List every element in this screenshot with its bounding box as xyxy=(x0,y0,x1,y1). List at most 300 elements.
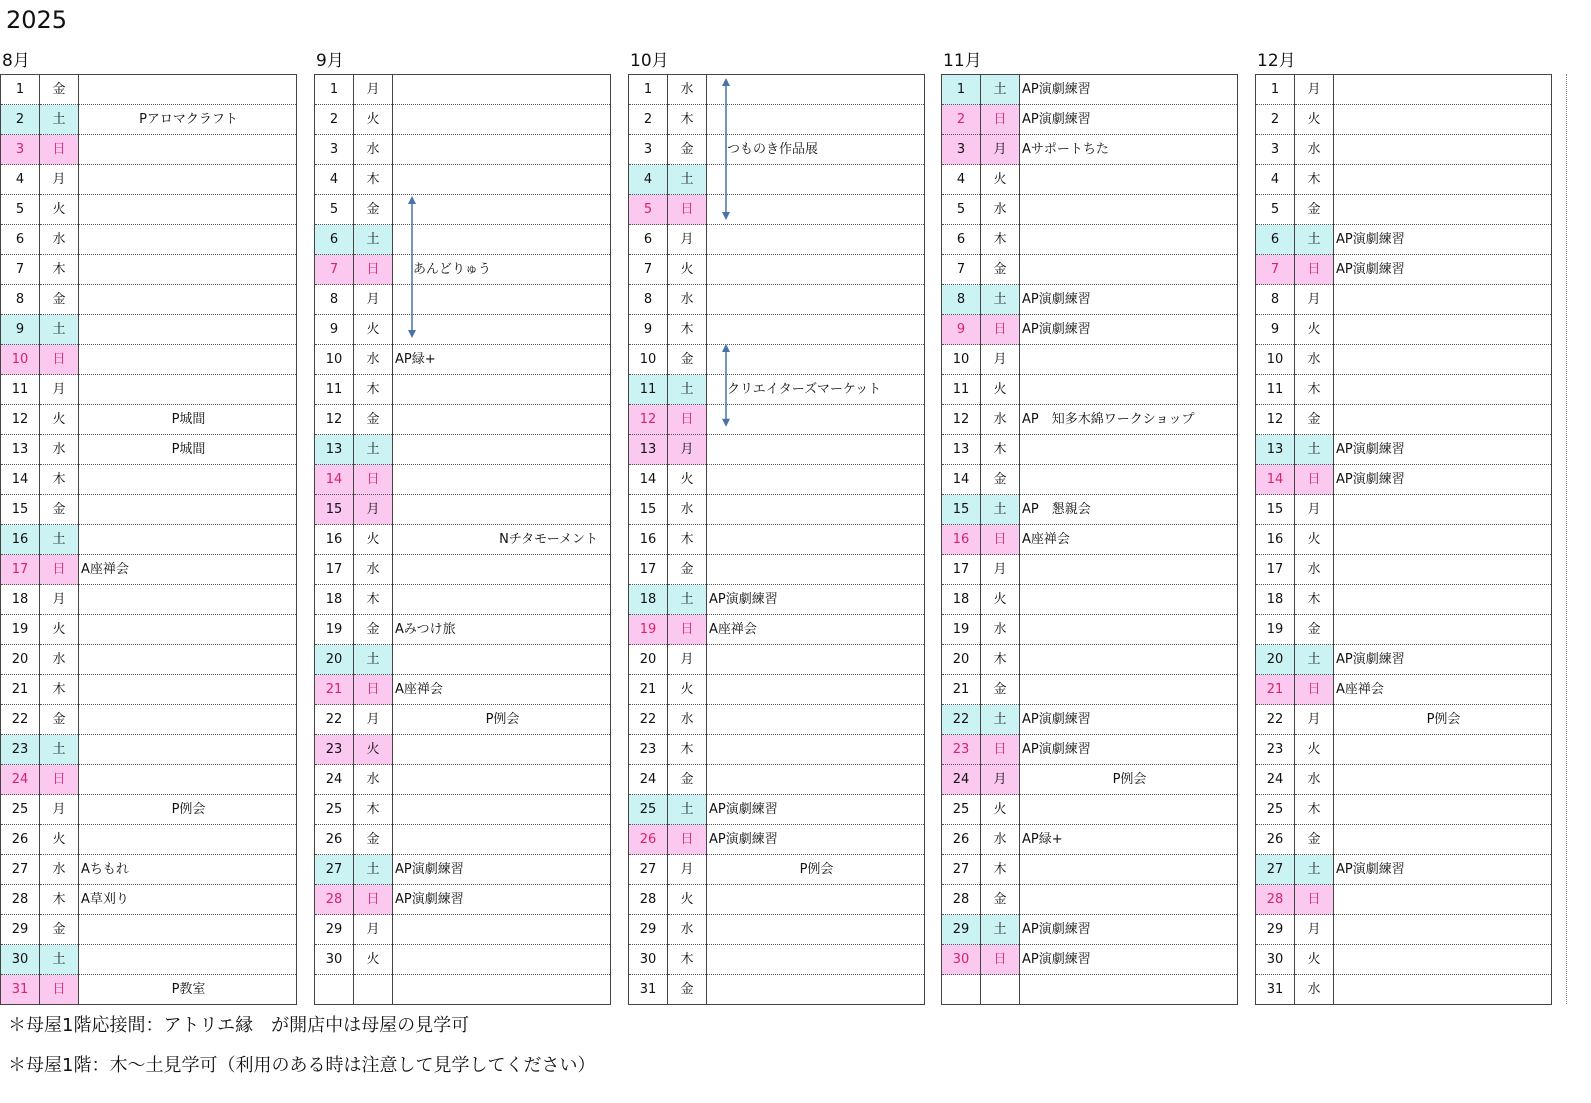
note-1: ＊母屋1階応接間：アトリエ縁 が開店中は母屋の見学可 xyxy=(8,1015,470,1036)
day-number: 25 xyxy=(942,795,981,825)
month-title: 10月 xyxy=(630,51,669,71)
day-number: 16 xyxy=(1,525,40,555)
weekday: 月 xyxy=(354,495,393,525)
event-cell xyxy=(707,195,925,225)
event-cell xyxy=(707,495,925,525)
weekday: 月 xyxy=(1295,915,1334,945)
weekday: 木 xyxy=(354,165,393,195)
day-row xyxy=(1,315,297,345)
event-cell: AP演劇練習 xyxy=(1020,75,1238,105)
day-number: 17 xyxy=(315,555,354,585)
weekday: 土 xyxy=(981,75,1020,105)
weekday: 水 xyxy=(1295,135,1334,165)
day-number: 29 xyxy=(1256,915,1295,945)
event-cell: AP 懇親会 xyxy=(1020,495,1238,525)
event-cell: AP演劇練習 xyxy=(707,585,925,615)
day-number: 26 xyxy=(629,825,668,855)
day-number: 11 xyxy=(315,375,354,405)
weekday: 金 xyxy=(668,345,707,375)
event-cell: AP演劇練習 xyxy=(707,795,925,825)
event-cell xyxy=(79,735,297,765)
day-number: 14 xyxy=(1,465,40,495)
day-number: 30 xyxy=(942,945,981,975)
weekday: 土 xyxy=(354,435,393,465)
day-row xyxy=(942,255,1238,285)
weekday: 水 xyxy=(1295,555,1334,585)
weekday: 火 xyxy=(40,615,79,645)
day-row xyxy=(315,375,611,405)
event-cell xyxy=(79,465,297,495)
month-table xyxy=(0,74,297,1005)
day-number: 16 xyxy=(629,525,668,555)
day-row xyxy=(315,405,611,435)
day-row xyxy=(315,315,611,345)
weekday: 火 xyxy=(981,375,1020,405)
event-cell: AP演劇練習 xyxy=(1020,945,1238,975)
weekday: 木 xyxy=(668,945,707,975)
day-number: 20 xyxy=(1256,645,1295,675)
day-number: 7 xyxy=(315,255,354,285)
weekday: 月 xyxy=(1295,75,1334,105)
event-cell xyxy=(1334,975,1552,1005)
weekday: 日 xyxy=(354,885,393,915)
day-row xyxy=(315,135,611,165)
day-row xyxy=(629,435,925,465)
day-row xyxy=(315,735,611,765)
event-cell: P教室 xyxy=(79,975,297,1005)
day-number: 6 xyxy=(942,225,981,255)
event-cell xyxy=(1020,255,1238,285)
day-number: 17 xyxy=(1256,555,1295,585)
day-row xyxy=(629,195,925,225)
day-row xyxy=(1,135,297,165)
day-number: 16 xyxy=(315,525,354,555)
day-number: 28 xyxy=(942,885,981,915)
weekday: 水 xyxy=(354,555,393,585)
month-table xyxy=(941,74,1238,1005)
event-cell xyxy=(79,525,297,555)
day-number: 28 xyxy=(1256,885,1295,915)
event-cell: AP緑+ xyxy=(393,345,611,375)
event-cell xyxy=(1334,735,1552,765)
event-cell xyxy=(1334,945,1552,975)
event-cell xyxy=(1020,585,1238,615)
event-cell xyxy=(707,705,925,735)
day-number: 8 xyxy=(1,285,40,315)
event-cell: AP演劇練習 xyxy=(1020,315,1238,345)
weekday: 火 xyxy=(40,825,79,855)
event-cell: Aちもれ xyxy=(79,855,297,885)
day-number: 10 xyxy=(315,345,354,375)
day-row xyxy=(1,285,297,315)
weekday: 金 xyxy=(354,615,393,645)
event-cell xyxy=(79,915,297,945)
event-cell xyxy=(1334,615,1552,645)
event-cell xyxy=(79,315,297,345)
day-row xyxy=(942,585,1238,615)
day-number: 18 xyxy=(629,585,668,615)
day-number: 23 xyxy=(1,735,40,765)
event-cell: AP演劇練習 xyxy=(1020,735,1238,765)
day-row xyxy=(315,645,611,675)
weekday: 月 xyxy=(40,795,79,825)
weekday: 水 xyxy=(40,225,79,255)
event-cell xyxy=(393,405,611,435)
weekday: 木 xyxy=(668,735,707,765)
day-number: 19 xyxy=(1,615,40,645)
weekday: 日 xyxy=(40,345,79,375)
day-number: 14 xyxy=(1256,465,1295,495)
day-number: 30 xyxy=(1,945,40,975)
day-number: 20 xyxy=(1,645,40,675)
day-row xyxy=(629,375,925,405)
weekday: 木 xyxy=(354,375,393,405)
event-cell xyxy=(707,465,925,495)
day-number: 20 xyxy=(942,645,981,675)
weekday: 金 xyxy=(354,195,393,225)
event-cell xyxy=(79,765,297,795)
day-number: 3 xyxy=(315,135,354,165)
weekday: 土 xyxy=(1295,435,1334,465)
day-number: 15 xyxy=(942,495,981,525)
day-number: 12 xyxy=(315,405,354,435)
day-row xyxy=(942,975,1238,1005)
day-number: 9 xyxy=(629,315,668,345)
weekday: 水 xyxy=(40,855,79,885)
day-row xyxy=(942,375,1238,405)
day-number: 21 xyxy=(315,675,354,705)
day-row xyxy=(1256,555,1552,585)
day-row xyxy=(315,105,611,135)
day-row xyxy=(629,975,925,1005)
day-number: 30 xyxy=(1256,945,1295,975)
day-number: 19 xyxy=(629,615,668,645)
event-cell xyxy=(79,705,297,735)
weekday: 月 xyxy=(40,585,79,615)
weekday: 木 xyxy=(981,855,1020,885)
day-number: 11 xyxy=(1,375,40,405)
weekday: 水 xyxy=(354,345,393,375)
event-cell xyxy=(393,975,611,1005)
event-cell xyxy=(393,225,611,255)
day-number: 10 xyxy=(629,345,668,375)
day-row xyxy=(1,795,297,825)
day-row xyxy=(1256,285,1552,315)
day-number: 28 xyxy=(629,885,668,915)
weekday: 木 xyxy=(981,435,1020,465)
weekday: 月 xyxy=(40,375,79,405)
weekday: 水 xyxy=(1295,345,1334,375)
day-row xyxy=(629,465,925,495)
day-row xyxy=(1,975,297,1005)
weekday: 水 xyxy=(981,195,1020,225)
day-row xyxy=(315,435,611,465)
weekday: 木 xyxy=(40,675,79,705)
day-row xyxy=(942,825,1238,855)
day-number: 16 xyxy=(942,525,981,555)
event-cell: AP演劇練習 xyxy=(1020,915,1238,945)
day-number: 22 xyxy=(629,705,668,735)
event-cell: AP演劇練習 xyxy=(1020,105,1238,135)
event-cell xyxy=(1020,345,1238,375)
event-cell: A座禅会 xyxy=(1020,525,1238,555)
weekday: 金 xyxy=(40,495,79,525)
event-cell: AP演劇練習 xyxy=(1334,255,1552,285)
day-number: 24 xyxy=(315,765,354,795)
weekday: 水 xyxy=(40,435,79,465)
event-cell xyxy=(1334,915,1552,945)
weekday: 水 xyxy=(668,495,707,525)
event-cell xyxy=(79,135,297,165)
weekday: 水 xyxy=(668,285,707,315)
weekday: 木 xyxy=(354,585,393,615)
day-number: 20 xyxy=(629,645,668,675)
weekday: 木 xyxy=(354,795,393,825)
day-row xyxy=(629,285,925,315)
day-row xyxy=(315,555,611,585)
weekday: 月 xyxy=(354,915,393,945)
day-number: 7 xyxy=(1256,255,1295,285)
month-table xyxy=(1255,74,1552,1005)
weekday: 木 xyxy=(981,225,1020,255)
day-number: 9 xyxy=(1,315,40,345)
day-row xyxy=(1,705,297,735)
weekday: 木 xyxy=(668,315,707,345)
month-9 xyxy=(314,48,611,1005)
day-number: 11 xyxy=(1256,375,1295,405)
day-row xyxy=(1256,885,1552,915)
month-12 xyxy=(1255,48,1552,1005)
day-number: 22 xyxy=(1256,705,1295,735)
event-cell: AP演劇練習 xyxy=(1334,855,1552,885)
day-row xyxy=(1256,525,1552,555)
day-number: 1 xyxy=(1,75,40,105)
day-row xyxy=(1256,915,1552,945)
day-number: 2 xyxy=(1,105,40,135)
weekday: 木 xyxy=(40,885,79,915)
weekday: 日 xyxy=(668,195,707,225)
day-row xyxy=(315,75,611,105)
day-number: 13 xyxy=(629,435,668,465)
day-number: 8 xyxy=(942,285,981,315)
event-cell xyxy=(1020,975,1238,1005)
day-number: 8 xyxy=(1256,285,1295,315)
event-cell xyxy=(1020,855,1238,885)
day-row xyxy=(942,465,1238,495)
event-cell xyxy=(707,915,925,945)
day-row xyxy=(942,675,1238,705)
day-row xyxy=(1,855,297,885)
day-row xyxy=(942,225,1238,255)
event-cell xyxy=(707,315,925,345)
event-cell xyxy=(1334,765,1552,795)
event-cell xyxy=(707,165,925,195)
weekday: 金 xyxy=(981,465,1020,495)
event-cell xyxy=(79,495,297,525)
month-table xyxy=(314,74,611,1005)
day-number: 26 xyxy=(1,825,40,855)
day-row xyxy=(315,765,611,795)
day-row xyxy=(315,195,611,225)
day-row xyxy=(315,255,611,285)
day-number: 13 xyxy=(942,435,981,465)
weekday: 金 xyxy=(668,975,707,1005)
weekday: 金 xyxy=(668,765,707,795)
weekday: 土 xyxy=(40,735,79,765)
day-row xyxy=(942,495,1238,525)
day-number: 2 xyxy=(315,105,354,135)
weekday: 金 xyxy=(40,75,79,105)
event-cell xyxy=(79,615,297,645)
day-row xyxy=(629,135,925,165)
day-number: 17 xyxy=(629,555,668,585)
weekday: 日 xyxy=(981,525,1020,555)
month-10 xyxy=(628,48,925,1005)
day-number: 10 xyxy=(1,345,40,375)
day-number: 9 xyxy=(1256,315,1295,345)
day-row xyxy=(1,165,297,195)
day-row xyxy=(1256,135,1552,165)
day-number: 24 xyxy=(942,765,981,795)
day-row xyxy=(942,285,1238,315)
event-cell xyxy=(1334,165,1552,195)
weekday: 土 xyxy=(354,855,393,885)
weekday: 日 xyxy=(40,765,79,795)
day-number: 15 xyxy=(1,495,40,525)
event-cell xyxy=(393,195,611,225)
weekday: 金 xyxy=(40,705,79,735)
day-row xyxy=(1,405,297,435)
day-row xyxy=(942,105,1238,135)
weekday xyxy=(981,975,1020,1005)
weekday: 水 xyxy=(981,405,1020,435)
day-number: 19 xyxy=(315,615,354,645)
event-cell xyxy=(79,825,297,855)
weekday: 日 xyxy=(354,465,393,495)
day-row xyxy=(315,615,611,645)
day-row xyxy=(315,675,611,705)
weekday: 土 xyxy=(40,315,79,345)
day-number: 21 xyxy=(1,675,40,705)
day-number: 26 xyxy=(315,825,354,855)
weekday: 火 xyxy=(1295,945,1334,975)
day-number: 2 xyxy=(629,105,668,135)
weekday: 土 xyxy=(40,525,79,555)
day-row xyxy=(1256,375,1552,405)
event-cell xyxy=(79,645,297,675)
day-number: 31 xyxy=(1256,975,1295,1005)
day-row xyxy=(942,135,1238,165)
day-number: 9 xyxy=(315,315,354,345)
day-row xyxy=(1256,585,1552,615)
weekday: 土 xyxy=(354,645,393,675)
event-cell xyxy=(393,735,611,765)
day-row xyxy=(1256,225,1552,255)
day-number: 30 xyxy=(629,945,668,975)
event-cell xyxy=(707,345,925,375)
day-row xyxy=(629,225,925,255)
day-row xyxy=(1,825,297,855)
event-cell xyxy=(79,585,297,615)
event-cell xyxy=(1020,555,1238,585)
day-number: 7 xyxy=(629,255,668,285)
day-row xyxy=(629,345,925,375)
day-number: 18 xyxy=(315,585,354,615)
day-row xyxy=(942,555,1238,585)
event-cell xyxy=(1020,165,1238,195)
weekday: 日 xyxy=(40,555,79,585)
event-cell: Nチタモーメント xyxy=(393,525,611,555)
day-row xyxy=(1,465,297,495)
weekday: 金 xyxy=(40,915,79,945)
weekday: 火 xyxy=(40,405,79,435)
day-number: 22 xyxy=(315,705,354,735)
day-number: 18 xyxy=(1256,585,1295,615)
day-number: 5 xyxy=(942,195,981,225)
day-number: 6 xyxy=(315,225,354,255)
weekday: 木 xyxy=(40,465,79,495)
day-row xyxy=(942,765,1238,795)
event-cell xyxy=(79,165,297,195)
weekday: 金 xyxy=(1295,615,1334,645)
day-number: 14 xyxy=(629,465,668,495)
day-row xyxy=(1,435,297,465)
event-cell xyxy=(1020,615,1238,645)
event-cell xyxy=(1334,525,1552,555)
day-row xyxy=(1,735,297,765)
day-number: 23 xyxy=(629,735,668,765)
weekday: 日 xyxy=(1295,255,1334,285)
day-row xyxy=(315,585,611,615)
day-number: 8 xyxy=(629,285,668,315)
event-cell xyxy=(1334,315,1552,345)
weekday: 月 xyxy=(981,765,1020,795)
event-cell: Aサポートちた xyxy=(1020,135,1238,165)
event-cell: AP演劇練習 xyxy=(1334,645,1552,675)
day-number: 30 xyxy=(315,945,354,975)
event-cell xyxy=(707,435,925,465)
event-cell: P例会 xyxy=(393,705,611,735)
event-cell xyxy=(393,765,611,795)
day-number: 8 xyxy=(315,285,354,315)
day-number: 1 xyxy=(629,75,668,105)
day-row xyxy=(1,225,297,255)
event-cell xyxy=(707,975,925,1005)
weekday: 土 xyxy=(1295,855,1334,885)
event-cell xyxy=(1020,375,1238,405)
event-cell: AP演劇練習 xyxy=(1020,705,1238,735)
weekday: 火 xyxy=(354,945,393,975)
day-number: 17 xyxy=(942,555,981,585)
event-cell: A座禅会 xyxy=(1334,675,1552,705)
event-cell xyxy=(393,945,611,975)
day-number: 26 xyxy=(942,825,981,855)
day-number: 5 xyxy=(1256,195,1295,225)
event-cell xyxy=(393,75,611,105)
weekday: 火 xyxy=(354,735,393,765)
weekday: 火 xyxy=(981,795,1020,825)
event-cell xyxy=(1334,75,1552,105)
event-cell xyxy=(393,645,611,675)
event-cell: AP 知多木綿ワークショップ xyxy=(1020,405,1238,435)
day-number: 18 xyxy=(942,585,981,615)
day-number: 7 xyxy=(1,255,40,285)
day-number: 19 xyxy=(942,615,981,645)
weekday: 木 xyxy=(668,105,707,135)
day-row xyxy=(315,525,611,555)
weekday: 火 xyxy=(668,675,707,705)
day-number: 15 xyxy=(1256,495,1295,525)
